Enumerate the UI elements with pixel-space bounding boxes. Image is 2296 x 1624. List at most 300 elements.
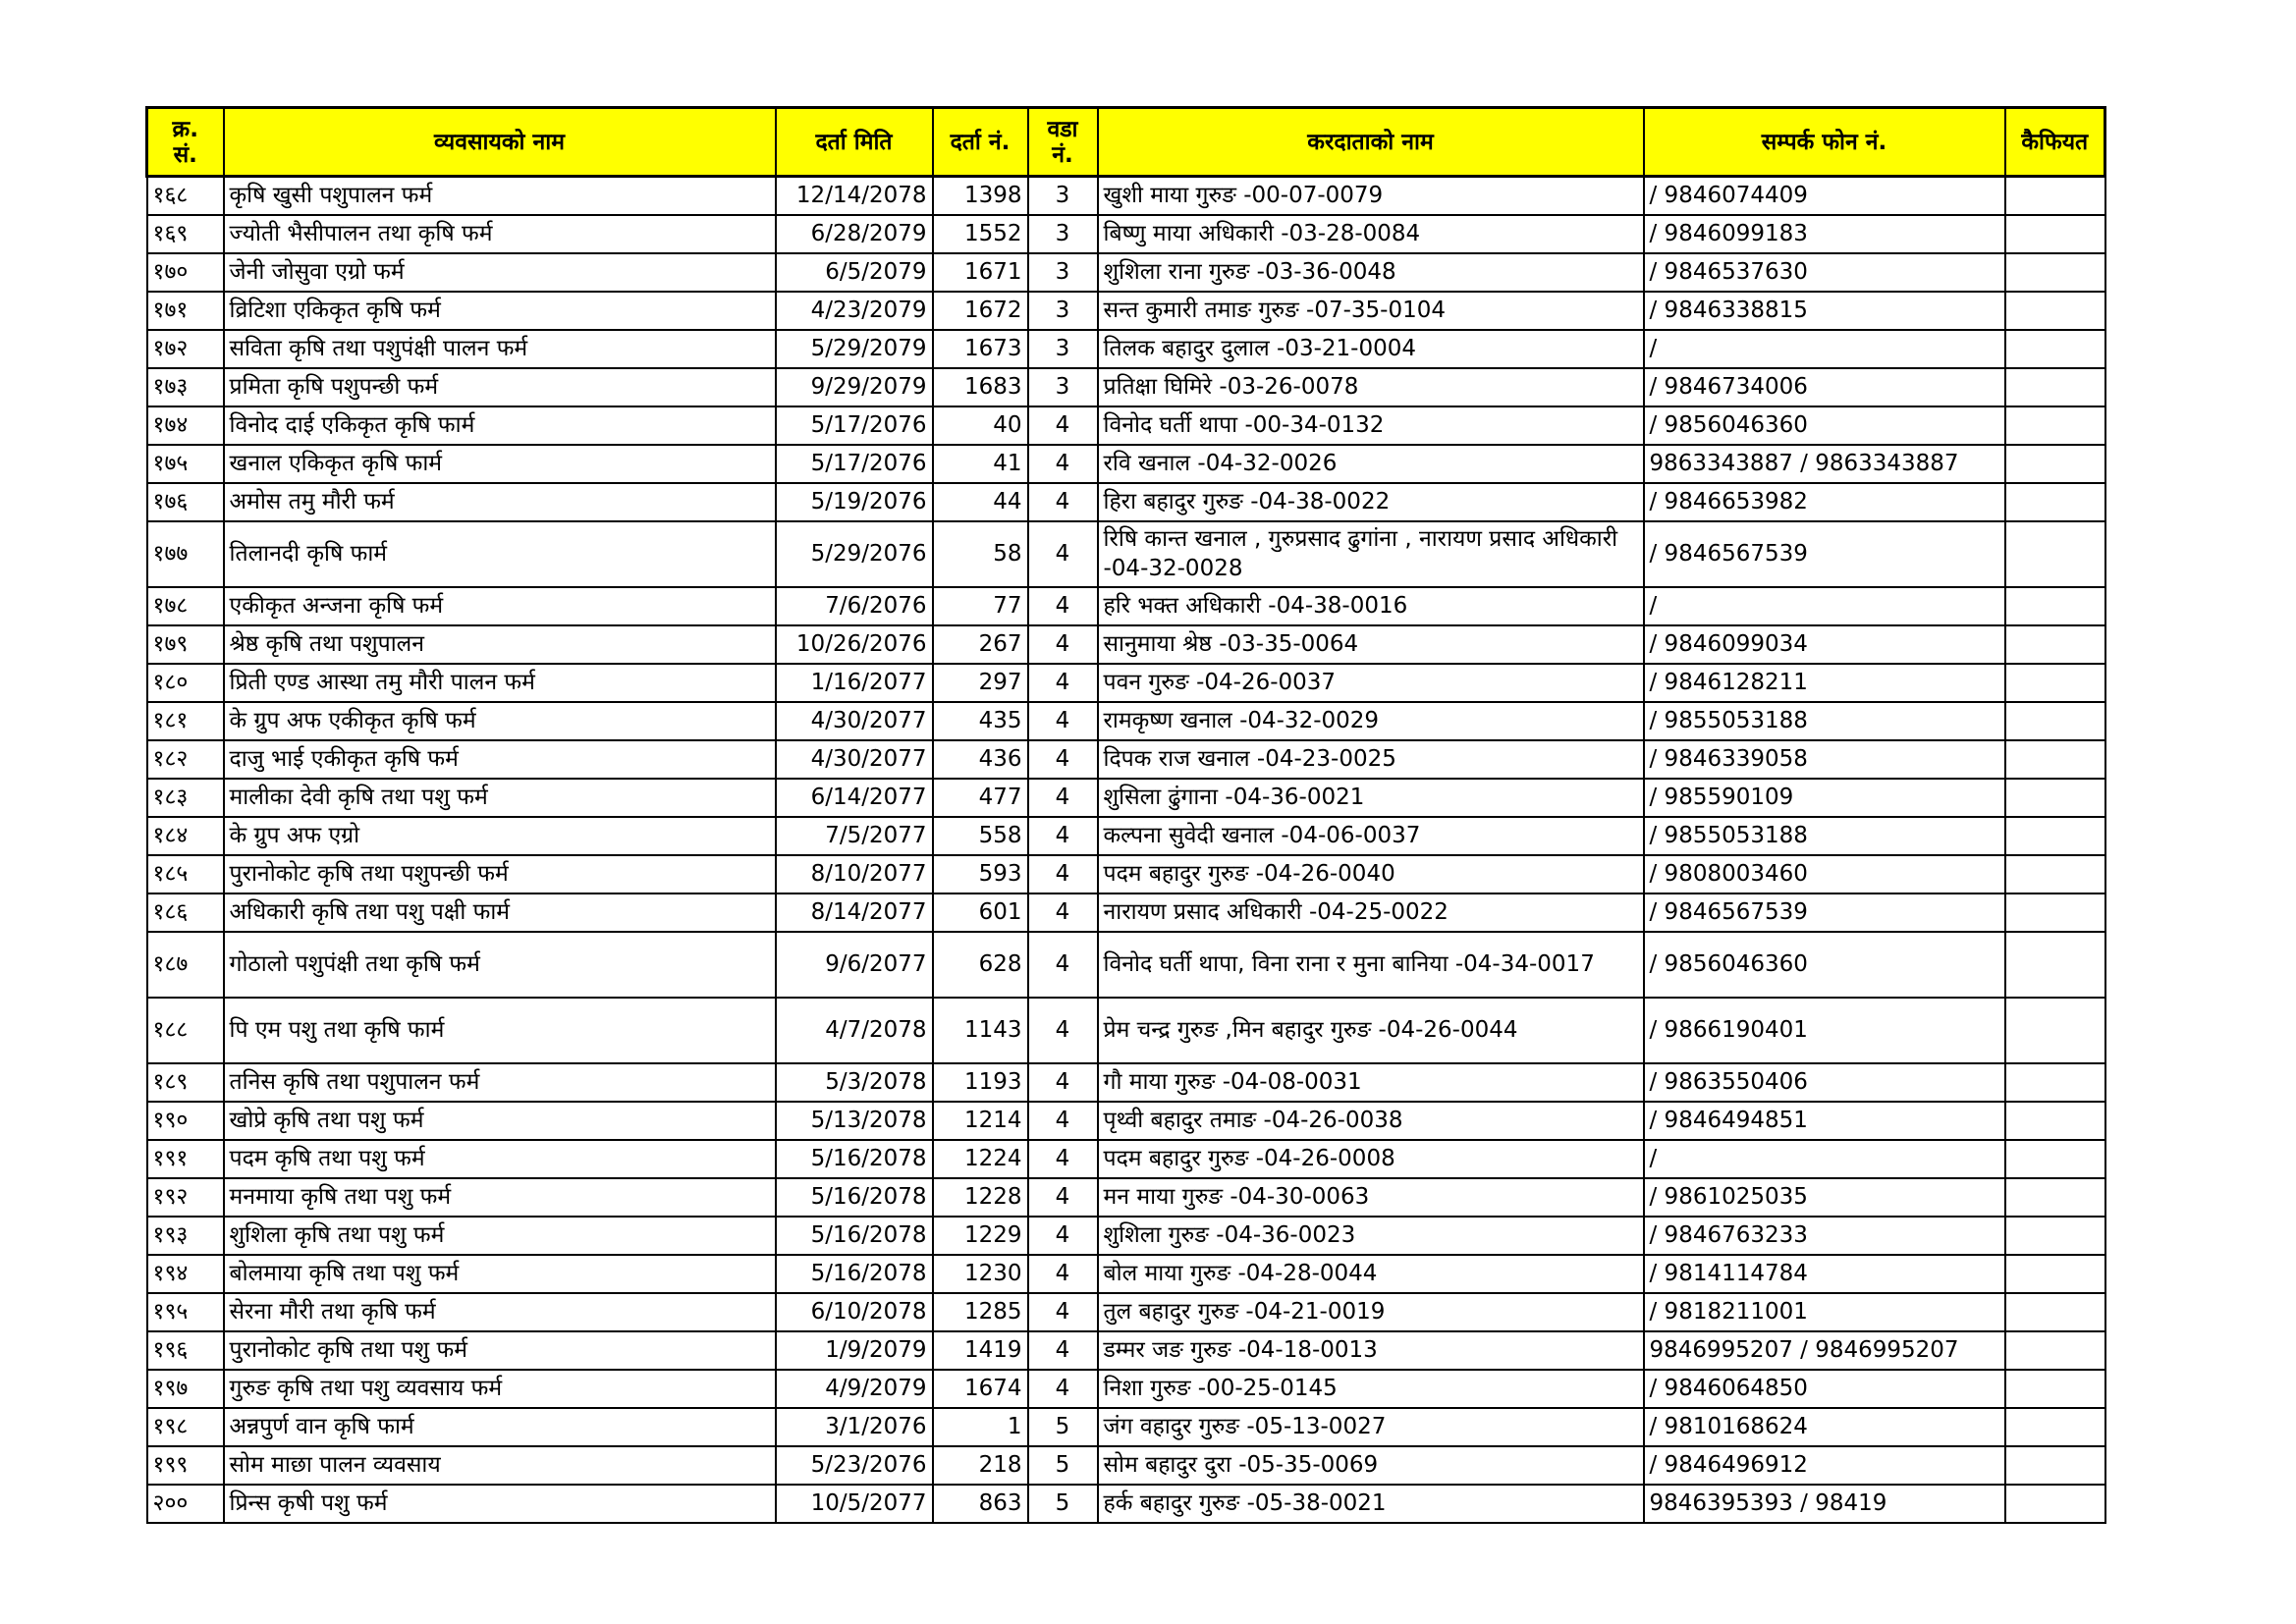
header-serial: क्र. सं. — [147, 108, 224, 177]
cell-taxpayer: हिरा बहादुर गुरुङ -04-38-0022 — [1098, 483, 1644, 521]
table-row — [147, 253, 2105, 292]
cell-reg-date: 5/29/2076 — [776, 521, 933, 587]
cell-reg-no: 1214 — [933, 1102, 1028, 1140]
cell-phone: / 9846494851 — [1644, 1102, 2005, 1140]
table-row — [147, 406, 2105, 445]
cell-ward: 5 — [1028, 1485, 1098, 1523]
cell-remarks — [2005, 483, 2105, 521]
cell-remarks — [2005, 740, 2105, 779]
cell-reg-no: 218 — [933, 1446, 1028, 1485]
cell-business-name: तिलानदी कृषि फार्म — [224, 521, 776, 587]
cell-remarks — [2005, 702, 2105, 740]
cell-reg-no: 863 — [933, 1485, 1028, 1523]
cell-ward: 4 — [1028, 445, 1098, 483]
table-row — [147, 1102, 2105, 1140]
cell-remarks — [2005, 445, 2105, 483]
cell-business-name: प्रिती एण्ड आस्था तमु मौरी पालन फर्म — [224, 664, 776, 702]
cell-reg-date: 1/16/2077 — [776, 664, 933, 702]
cell-taxpayer: तुल बहादुर गुरुङ -04-21-0019 — [1098, 1293, 1644, 1331]
cell-phone: / 9856046360 — [1644, 932, 2005, 998]
cell-phone: / 9846074409 — [1644, 177, 2005, 215]
cell-ward: 4 — [1028, 779, 1098, 817]
cell-phone: / 9846339058 — [1644, 740, 2005, 779]
cell-remarks — [2005, 1140, 2105, 1178]
cell-phone: / 985590109 — [1644, 779, 2005, 817]
cell-phone: / 9846064850 — [1644, 1370, 2005, 1408]
cell-reg-date: 4/23/2079 — [776, 292, 933, 330]
table-row — [147, 855, 2105, 893]
table-row — [147, 1178, 2105, 1217]
cell-serial: १७६ — [147, 483, 224, 521]
cell-phone: / 9846567539 — [1644, 521, 2005, 587]
cell-reg-date: 6/5/2079 — [776, 253, 933, 292]
table-row — [147, 1408, 2105, 1446]
cell-serial: १९८ — [147, 1408, 224, 1446]
cell-reg-no: 297 — [933, 664, 1028, 702]
cell-business-name: श्रेष्ठ कृषि तथा पशुपालन — [224, 625, 776, 664]
cell-business-name: सोम माछा पालन व्यवसाय — [224, 1446, 776, 1485]
cell-taxpayer: तिलक बहादुर दुलाल -03-21-0004 — [1098, 330, 1644, 368]
cell-reg-date: 8/14/2077 — [776, 893, 933, 932]
cell-reg-no: 77 — [933, 587, 1028, 625]
registration-table — [145, 106, 2106, 1524]
cell-business-name: तनिस कृषि तथा पशुपालन फर्म — [224, 1063, 776, 1102]
cell-taxpayer: हर्क बहादुर गुरुङ -05-38-0021 — [1098, 1485, 1644, 1523]
cell-reg-no: 1224 — [933, 1140, 1028, 1178]
cell-reg-no: 1419 — [933, 1331, 1028, 1370]
cell-reg-no: 40 — [933, 406, 1028, 445]
cell-ward: 4 — [1028, 1255, 1098, 1293]
cell-ward: 4 — [1028, 855, 1098, 893]
cell-reg-no: 1228 — [933, 1178, 1028, 1217]
cell-business-name: जेनी जोसुवा एग्रो फर्म — [224, 253, 776, 292]
cell-serial: १८९ — [147, 1063, 224, 1102]
cell-serial: १९७ — [147, 1370, 224, 1408]
cell-business-name: पुरानोकोट कृषि तथा पशुपन्छी फर्म — [224, 855, 776, 893]
cell-taxpayer: रामकृष्ण खनाल -04-32-0029 — [1098, 702, 1644, 740]
cell-ward: 4 — [1028, 521, 1098, 587]
cell-ward: 4 — [1028, 1331, 1098, 1370]
cell-remarks — [2005, 1102, 2105, 1140]
cell-reg-no: 1143 — [933, 998, 1028, 1063]
cell-serial: १८३ — [147, 779, 224, 817]
cell-phone: / 9861025035 — [1644, 1178, 2005, 1217]
cell-serial: १९१ — [147, 1140, 224, 1178]
cell-taxpayer: विनोद घर्ती थापा, विना राना र मुना बानिया -04-34-0017 — [1098, 932, 1644, 998]
table-row — [147, 1217, 2105, 1255]
cell-remarks — [2005, 855, 2105, 893]
cell-reg-date: 7/5/2077 — [776, 817, 933, 855]
cell-serial: १६८ — [147, 177, 224, 215]
cell-phone: / 9846099183 — [1644, 215, 2005, 253]
header-reg-date: दर्ता मिति — [776, 108, 933, 177]
cell-reg-date: 10/26/2076 — [776, 625, 933, 664]
table-row — [147, 1293, 2105, 1331]
cell-taxpayer: रवि खनाल -04-32-0026 — [1098, 445, 1644, 483]
cell-reg-date: 9/29/2079 — [776, 368, 933, 406]
cell-ward: 4 — [1028, 932, 1098, 998]
cell-phone: / 9846338815 — [1644, 292, 2005, 330]
cell-phone: / 9846496912 — [1644, 1446, 2005, 1485]
cell-taxpayer: नारायण प्रसाद अधिकारी -04-25-0022 — [1098, 893, 1644, 932]
cell-phone: / 9846734006 — [1644, 368, 2005, 406]
table-row — [147, 998, 2105, 1063]
cell-business-name: के ग्रुप अफ एकीकृत कृषि फर्म — [224, 702, 776, 740]
cell-taxpayer: विनोद घर्ती थापा -00-34-0132 — [1098, 406, 1644, 445]
cell-remarks — [2005, 330, 2105, 368]
cell-remarks — [2005, 998, 2105, 1063]
cell-taxpayer: पवन गुरुङ -04-26-0037 — [1098, 664, 1644, 702]
cell-reg-no: 1673 — [933, 330, 1028, 368]
cell-taxpayer: कल्पना सुवेदी खनाल -04-06-0037 — [1098, 817, 1644, 855]
cell-reg-no: 1285 — [933, 1293, 1028, 1331]
cell-serial: १७३ — [147, 368, 224, 406]
cell-taxpayer: सोम बहादुर दुरा -05-35-0069 — [1098, 1446, 1644, 1485]
cell-phone: 9863343887 / 9863343887 — [1644, 445, 2005, 483]
cell-remarks — [2005, 779, 2105, 817]
cell-taxpayer: शुसिला ढुंगाना -04-36-0021 — [1098, 779, 1644, 817]
cell-ward: 4 — [1028, 740, 1098, 779]
table-row — [147, 932, 2105, 998]
cell-serial: १७२ — [147, 330, 224, 368]
cell-reg-date: 6/10/2078 — [776, 1293, 933, 1331]
cell-remarks — [2005, 292, 2105, 330]
cell-business-name: सेरना मौरी तथा कृषि फर्म — [224, 1293, 776, 1331]
cell-serial: १८४ — [147, 817, 224, 855]
cell-serial: १९५ — [147, 1293, 224, 1331]
header-reg-no: दर्ता नं. — [933, 108, 1028, 177]
cell-business-name: अधिकारी कृषि तथा पशु पक्षी फार्म — [224, 893, 776, 932]
cell-remarks — [2005, 1370, 2105, 1408]
cell-taxpayer: दिपक राज खनाल -04-23-0025 — [1098, 740, 1644, 779]
cell-serial: १७५ — [147, 445, 224, 483]
cell-business-name: पि एम पशु तथा कृषि फार्म — [224, 998, 776, 1063]
header-remarks: कैफियत — [2005, 108, 2105, 177]
table-row — [147, 445, 2105, 483]
cell-ward: 5 — [1028, 1408, 1098, 1446]
cell-reg-date: 9/6/2077 — [776, 932, 933, 998]
cell-remarks — [2005, 932, 2105, 998]
cell-serial: १६९ — [147, 215, 224, 253]
table-row — [147, 1331, 2105, 1370]
cell-ward: 4 — [1028, 893, 1098, 932]
cell-serial: १८६ — [147, 893, 224, 932]
cell-serial: १७० — [147, 253, 224, 292]
cell-serial: १९४ — [147, 1255, 224, 1293]
cell-ward: 4 — [1028, 1217, 1098, 1255]
header-taxpayer: करदाताको नाम — [1098, 108, 1644, 177]
cell-reg-no: 1671 — [933, 253, 1028, 292]
cell-phone: / 9814114784 — [1644, 1255, 2005, 1293]
cell-remarks — [2005, 253, 2105, 292]
cell-taxpayer: निशा गुरुङ -00-25-0145 — [1098, 1370, 1644, 1408]
cell-reg-no: 1674 — [933, 1370, 1028, 1408]
cell-remarks — [2005, 625, 2105, 664]
table-row — [147, 1255, 2105, 1293]
cell-serial: १७८ — [147, 587, 224, 625]
table-row — [147, 779, 2105, 817]
cell-serial: १८० — [147, 664, 224, 702]
cell-phone: / 9846653982 — [1644, 483, 2005, 521]
table-row — [147, 368, 2105, 406]
cell-business-name: अमोस तमु मौरी फर्म — [224, 483, 776, 521]
cell-remarks — [2005, 587, 2105, 625]
cell-taxpayer: मन माया गुरुङ -04-30-0063 — [1098, 1178, 1644, 1217]
cell-ward: 5 — [1028, 1446, 1098, 1485]
cell-taxpayer: डम्मर जङ गुरुङ -04-18-0013 — [1098, 1331, 1644, 1370]
table-row — [147, 817, 2105, 855]
cell-ward: 4 — [1028, 406, 1098, 445]
table-row — [147, 1063, 2105, 1102]
cell-serial: १९३ — [147, 1217, 224, 1255]
cell-business-name: पदम कृषि तथा पशु फर्म — [224, 1140, 776, 1178]
cell-ward: 4 — [1028, 1063, 1098, 1102]
cell-ward: 3 — [1028, 292, 1098, 330]
table-row — [147, 521, 2105, 587]
cell-taxpayer: प्रतिक्षा घिमिरे -03-26-0078 — [1098, 368, 1644, 406]
cell-serial: १७१ — [147, 292, 224, 330]
cell-reg-date: 5/16/2078 — [776, 1217, 933, 1255]
cell-phone: / 9808003460 — [1644, 855, 2005, 893]
table-row — [147, 1485, 2105, 1523]
table-row — [147, 664, 2105, 702]
cell-ward: 4 — [1028, 1293, 1098, 1331]
cell-ward: 4 — [1028, 483, 1098, 521]
cell-business-name: प्रमिता कृषि पशुपन्छी फर्म — [224, 368, 776, 406]
cell-serial: १८७ — [147, 932, 224, 998]
cell-phone: / — [1644, 1140, 2005, 1178]
cell-business-name: पुरानोकोट कृषि तथा पशु फर्म — [224, 1331, 776, 1370]
cell-reg-date: 10/5/2077 — [776, 1485, 933, 1523]
cell-phone: / 9866190401 — [1644, 998, 2005, 1063]
cell-ward: 4 — [1028, 1370, 1098, 1408]
cell-reg-no: 1230 — [933, 1255, 1028, 1293]
cell-phone: / 9846099034 — [1644, 625, 2005, 664]
cell-reg-no: 44 — [933, 483, 1028, 521]
cell-remarks — [2005, 1063, 2105, 1102]
cell-phone: / 9846567539 — [1644, 893, 2005, 932]
cell-remarks — [2005, 368, 2105, 406]
cell-ward: 3 — [1028, 177, 1098, 215]
cell-taxpayer: सानुमाया श्रेष्ठ -03-35-0064 — [1098, 625, 1644, 664]
table-row — [147, 587, 2105, 625]
cell-reg-no: 41 — [933, 445, 1028, 483]
cell-phone: / 9855053188 — [1644, 702, 2005, 740]
cell-reg-date: 7/6/2076 — [776, 587, 933, 625]
cell-business-name: व्रिटिशा एकिकृत कृषि फर्म — [224, 292, 776, 330]
cell-business-name: मनमाया कृषि तथा पशु फर्म — [224, 1178, 776, 1217]
table-row — [147, 292, 2105, 330]
cell-taxpayer: जंग वहादुर गुरुङ -05-13-0027 — [1098, 1408, 1644, 1446]
cell-reg-date: 5/13/2078 — [776, 1102, 933, 1140]
cell-reg-date: 6/14/2077 — [776, 779, 933, 817]
cell-phone: 9846995207 / 9846995207 — [1644, 1331, 2005, 1370]
cell-reg-no: 593 — [933, 855, 1028, 893]
cell-reg-date: 4/7/2078 — [776, 998, 933, 1063]
cell-business-name: गोठालो पशुपंक्षी तथा कृषि फर्म — [224, 932, 776, 998]
cell-remarks — [2005, 817, 2105, 855]
cell-taxpayer: खुशी माया गुरुङ -00-07-0079 — [1098, 177, 1644, 215]
cell-phone: 9846395393 / 98419 — [1644, 1485, 2005, 1523]
cell-reg-date: 4/30/2077 — [776, 740, 933, 779]
cell-phone: / 9818211001 — [1644, 1293, 2005, 1331]
cell-reg-no: 267 — [933, 625, 1028, 664]
table-row — [147, 330, 2105, 368]
cell-taxpayer: रिषि कान्त खनाल , गुरुप्रसाद ढुगांना , नारायण प्रसाद अधिकारी -04-32-0028 — [1098, 521, 1644, 587]
cell-business-name: ज्योती भैसीपालन तथा कृषि फर्म — [224, 215, 776, 253]
cell-remarks — [2005, 521, 2105, 587]
cell-taxpayer: गौ माया गुरुङ -04-08-0031 — [1098, 1063, 1644, 1102]
table-row — [147, 215, 2105, 253]
cell-business-name: एकीकृत अन्जना कृषि फर्म — [224, 587, 776, 625]
table-header — [147, 108, 2105, 177]
header-business-name: व्यवसायको नाम — [224, 108, 776, 177]
cell-remarks — [2005, 406, 2105, 445]
cell-reg-no: 1552 — [933, 215, 1028, 253]
cell-reg-no: 601 — [933, 893, 1028, 932]
cell-serial: २०० — [147, 1485, 224, 1523]
cell-serial: १८२ — [147, 740, 224, 779]
cell-ward: 4 — [1028, 702, 1098, 740]
cell-business-name: के ग्रुप अफ एग्रो — [224, 817, 776, 855]
table-row — [147, 1140, 2105, 1178]
cell-serial: १८८ — [147, 998, 224, 1063]
cell-phone: / 9846763233 — [1644, 1217, 2005, 1255]
cell-reg-date: 12/14/2078 — [776, 177, 933, 215]
cell-business-name: गुरुङ कृषि तथा पशु व्यवसाय फर्म — [224, 1370, 776, 1408]
cell-ward: 4 — [1028, 587, 1098, 625]
cell-business-name: प्रिन्स कृषी पशु फर्म — [224, 1485, 776, 1523]
cell-reg-date: 4/9/2079 — [776, 1370, 933, 1408]
cell-phone: / 9856046360 — [1644, 406, 2005, 445]
cell-taxpayer: पदम बहादुर गुरुङ -04-26-0008 — [1098, 1140, 1644, 1178]
cell-business-name: मालीका देवी कृषि तथा पशु फर्म — [224, 779, 776, 817]
cell-taxpayer: पदम बहादुर गुरुङ -04-26-0040 — [1098, 855, 1644, 893]
header-phone: सम्पर्क फोन नं. — [1644, 108, 2005, 177]
cell-taxpayer: शुशिला गुरुङ -04-36-0023 — [1098, 1217, 1644, 1255]
cell-phone: / 9846537630 — [1644, 253, 2005, 292]
cell-serial: १७४ — [147, 406, 224, 445]
table-row — [147, 1370, 2105, 1408]
cell-reg-no: 1229 — [933, 1217, 1028, 1255]
header-ward: वडा नं. — [1028, 108, 1098, 177]
cell-reg-date: 5/19/2076 — [776, 483, 933, 521]
cell-phone: / — [1644, 587, 2005, 625]
cell-reg-date: 4/30/2077 — [776, 702, 933, 740]
cell-reg-date: 5/29/2079 — [776, 330, 933, 368]
cell-reg-date: 5/16/2078 — [776, 1178, 933, 1217]
cell-remarks — [2005, 664, 2105, 702]
cell-business-name: सविता कृषि तथा पशुपंक्षी पालन फर्म — [224, 330, 776, 368]
cell-remarks — [2005, 1293, 2105, 1331]
cell-remarks — [2005, 215, 2105, 253]
cell-taxpayer: बोल माया गुरुङ -04-28-0044 — [1098, 1255, 1644, 1293]
cell-taxpayer: शुशिला राना गुरुङ -03-36-0048 — [1098, 253, 1644, 292]
cell-taxpayer: प्रेम चन्द्र गुरुङ ,मिन बहादुर गुरुङ -04-26-0044 — [1098, 998, 1644, 1063]
cell-serial: १८१ — [147, 702, 224, 740]
cell-serial: १९९ — [147, 1446, 224, 1485]
cell-remarks — [2005, 1485, 2105, 1523]
cell-reg-no: 436 — [933, 740, 1028, 779]
cell-phone: / — [1644, 330, 2005, 368]
cell-reg-date: 5/17/2076 — [776, 406, 933, 445]
cell-reg-date: 1/9/2079 — [776, 1331, 933, 1370]
cell-ward: 4 — [1028, 1102, 1098, 1140]
cell-reg-no: 628 — [933, 932, 1028, 998]
cell-reg-no: 1193 — [933, 1063, 1028, 1102]
cell-reg-no: 558 — [933, 817, 1028, 855]
cell-reg-date: 5/17/2076 — [776, 445, 933, 483]
cell-business-name: अन्नपुर्ण वान कृषि फार्म — [224, 1408, 776, 1446]
cell-reg-date: 6/28/2079 — [776, 215, 933, 253]
cell-ward: 3 — [1028, 330, 1098, 368]
table-row — [147, 740, 2105, 779]
cell-phone: / 9846128211 — [1644, 664, 2005, 702]
cell-ward: 3 — [1028, 215, 1098, 253]
cell-remarks — [2005, 1178, 2105, 1217]
cell-reg-no: 435 — [933, 702, 1028, 740]
cell-reg-date: 8/10/2077 — [776, 855, 933, 893]
cell-serial: १७९ — [147, 625, 224, 664]
cell-business-name: दाजु भाई एकीकृत कृषि फर्म — [224, 740, 776, 779]
cell-reg-no: 1 — [933, 1408, 1028, 1446]
cell-serial: १७७ — [147, 521, 224, 587]
cell-serial: १८५ — [147, 855, 224, 893]
cell-reg-date: 3/1/2076 — [776, 1408, 933, 1446]
cell-ward: 4 — [1028, 664, 1098, 702]
table-row — [147, 625, 2105, 664]
cell-taxpayer: हरि भक्त अधिकारी -04-38-0016 — [1098, 587, 1644, 625]
cell-remarks — [2005, 1446, 2105, 1485]
cell-ward: 4 — [1028, 1140, 1098, 1178]
cell-reg-no: 1398 — [933, 177, 1028, 215]
cell-remarks — [2005, 1217, 2105, 1255]
table-row — [147, 893, 2105, 932]
cell-ward: 4 — [1028, 625, 1098, 664]
cell-reg-date: 5/16/2078 — [776, 1255, 933, 1293]
table-row — [147, 1446, 2105, 1485]
cell-remarks — [2005, 1408, 2105, 1446]
table-row — [147, 177, 2105, 215]
cell-reg-no: 1683 — [933, 368, 1028, 406]
cell-reg-no: 58 — [933, 521, 1028, 587]
cell-ward: 4 — [1028, 998, 1098, 1063]
cell-reg-date: 5/3/2078 — [776, 1063, 933, 1102]
cell-remarks — [2005, 1255, 2105, 1293]
table-row — [147, 483, 2105, 521]
cell-reg-date: 5/16/2078 — [776, 1140, 933, 1178]
cell-business-name: खोप्रे कृषि तथा पशु फर्म — [224, 1102, 776, 1140]
cell-serial: १९२ — [147, 1178, 224, 1217]
cell-reg-no: 477 — [933, 779, 1028, 817]
table-body — [147, 177, 2105, 1523]
cell-taxpayer: बिष्णु माया अधिकारी -03-28-0084 — [1098, 215, 1644, 253]
cell-reg-date: 5/23/2076 — [776, 1446, 933, 1485]
cell-phone: / 9810168624 — [1644, 1408, 2005, 1446]
cell-remarks — [2005, 177, 2105, 215]
cell-taxpayer: पृथ्वी बहादुर तमाङ -04-26-0038 — [1098, 1102, 1644, 1140]
cell-business-name: शुशिला कृषि तथा पशु फर्म — [224, 1217, 776, 1255]
cell-phone: / 9855053188 — [1644, 817, 2005, 855]
cell-taxpayer: सन्त कुमारी तमाङ गुरुङ -07-35-0104 — [1098, 292, 1644, 330]
cell-ward: 3 — [1028, 368, 1098, 406]
cell-business-name: बोलमाया कृषि तथा पशु फर्म — [224, 1255, 776, 1293]
cell-phone: / 9863550406 — [1644, 1063, 2005, 1102]
cell-business-name: विनोद दाई एकिकृत कृषि फार्म — [224, 406, 776, 445]
cell-business-name: खनाल एकिकृत कृषि फार्म — [224, 445, 776, 483]
cell-ward: 4 — [1028, 817, 1098, 855]
cell-business-name: कृषि खुसी पशुपालन फर्म — [224, 177, 776, 215]
